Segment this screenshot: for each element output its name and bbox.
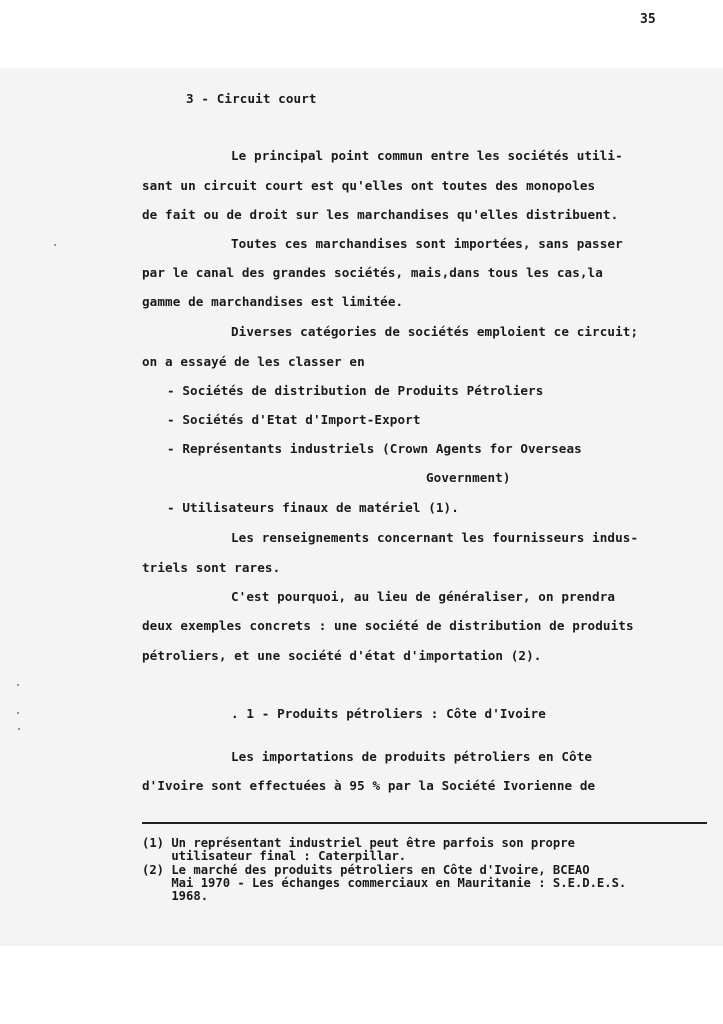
scan-speck <box>17 712 19 714</box>
page-number: 35 <box>640 12 656 27</box>
list-item: - Sociétés d'Etat d'Import-Export <box>167 412 421 427</box>
footnote-line: (2) Le marché des produits pétroliers en Côte d'Ivoire, BCEAO <box>142 863 590 877</box>
body-line: deux exemples concrets : une société de distribution de produits <box>142 618 634 633</box>
body-line: d'Ivoire sont effectuées à 95 % par la Société Ivorienne de <box>142 778 596 793</box>
footnote-line: (1) Un représentant industriel peut être parfois son propre <box>142 836 575 850</box>
body-line: on a essayé de les classer en <box>142 354 365 369</box>
body-line: gamme de marchandises est limitée. <box>142 294 404 309</box>
footnote-divider <box>142 822 707 824</box>
scan-speck <box>18 728 20 730</box>
body-line: Les importations de produits pétroliers en Côte <box>231 749 593 764</box>
body-line: Les renseignements concernant les fournisseurs indus- <box>231 530 639 545</box>
body-line: par le canal des grandes sociétés, mais,dans tous les cas,la <box>142 265 603 280</box>
body-line: de fait ou de droit sur les marchandises qu'elles distribuent. <box>142 207 619 222</box>
list-item: - Sociétés de distribution de Produits Pétroliers <box>167 383 544 398</box>
body-line: Le principal point commun entre les sociétés utili- <box>231 148 623 163</box>
footnote-line: utilisateur final : Caterpillar. <box>142 849 407 863</box>
body-line: Toutes ces marchandises sont importées, sans passer <box>231 236 623 251</box>
body-line: pétroliers, et une société d'état d'importation (2). <box>142 648 542 663</box>
body-line: sant un circuit court est qu'elles ont toutes des monopoles <box>142 178 596 193</box>
footer-band <box>0 946 723 1024</box>
section-title: 3 - Circuit court <box>186 91 317 106</box>
body-line: triels sont rares. <box>142 560 281 575</box>
footnote-line: Mai 1970 - Les échanges commerciaux en Mauritanie : S.E.D.E.S. <box>142 876 627 890</box>
footnote-line: 1968. <box>142 889 209 903</box>
body-line: Diverses catégories de sociétés emploient ce circuit; <box>231 324 639 339</box>
list-item-continuation: Government) <box>426 470 511 485</box>
body-line: C'est pourquoi, au lieu de généraliser, on prendra <box>231 589 616 604</box>
subsection-title: . 1 - Produits pétroliers : Côte d'Ivoire <box>231 706 546 721</box>
list-item: - Représentants industriels (Crown Agents for Overseas <box>167 441 582 456</box>
header-band <box>0 0 723 68</box>
list-item: - Utilisateurs finaux de matériel (1). <box>167 500 459 515</box>
scan-speck <box>54 244 56 246</box>
scan-speck <box>17 684 19 686</box>
